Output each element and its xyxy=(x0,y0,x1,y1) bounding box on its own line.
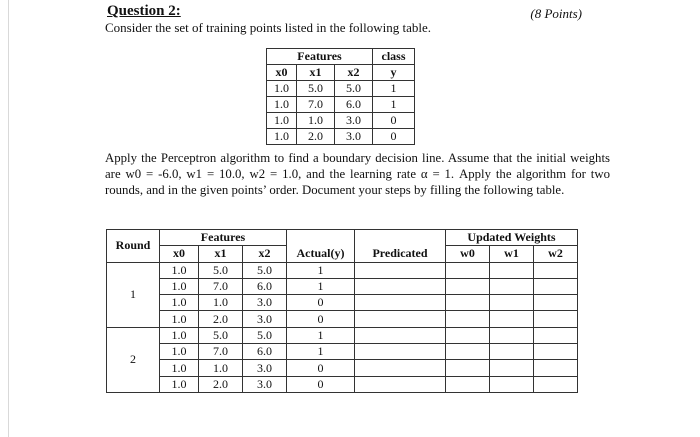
training-table xyxy=(266,48,415,145)
empty-cell[interactable] xyxy=(490,360,534,376)
table-row xyxy=(267,113,415,129)
cell: 7.0 xyxy=(199,344,243,360)
round-header: Round xyxy=(107,230,160,263)
empty-cell[interactable] xyxy=(446,311,490,327)
page-left-border xyxy=(8,0,9,437)
features-group-header: Features xyxy=(267,49,373,65)
empty-cell[interactable] xyxy=(446,295,490,311)
table-row xyxy=(107,311,578,327)
cell: 2.0 xyxy=(297,129,335,145)
empty-cell[interactable] xyxy=(490,278,534,294)
cell: 3.0 xyxy=(243,295,287,311)
cell: 1 xyxy=(373,81,415,97)
cell: 1.0 xyxy=(160,295,199,311)
cell: 5.0 xyxy=(199,327,243,343)
features-header: Features xyxy=(160,230,287,246)
round-cell: 1 xyxy=(107,262,160,327)
cell: 1 xyxy=(287,327,355,343)
question-title: Question 2: xyxy=(107,3,181,19)
header-w1: w1 xyxy=(490,246,534,262)
cell: 1.0 xyxy=(267,97,297,113)
empty-cell[interactable] xyxy=(446,262,490,278)
cell: 1.0 xyxy=(160,278,199,294)
table-row xyxy=(267,129,415,145)
cell: 3.0 xyxy=(335,129,373,145)
table-row xyxy=(267,81,415,97)
empty-cell[interactable] xyxy=(446,344,490,360)
cell: 1.0 xyxy=(160,311,199,327)
cell: 0 xyxy=(287,376,355,392)
empty-cell[interactable] xyxy=(355,262,446,278)
empty-cell[interactable] xyxy=(490,311,534,327)
empty-cell[interactable] xyxy=(534,360,578,376)
empty-cell[interactable] xyxy=(490,262,534,278)
cell: 6.0 xyxy=(243,344,287,360)
instructions-paragraph: Apply the Perceptron algorithm to find a boundary decision line. Assume that the initial weights are w0 = -6.0, w1 = 10.0, w2 = 1.0, and the learning rate α = 1. Apply the algorithm for two rounds, and in the given points’ order. Document your steps by filling the following table. xyxy=(105,151,610,197)
cell: 1.0 xyxy=(297,113,335,129)
empty-cell[interactable] xyxy=(446,376,490,392)
empty-cell[interactable] xyxy=(355,311,446,327)
cell: 3.0 xyxy=(243,311,287,327)
cell: 1.0 xyxy=(267,81,297,97)
empty-cell[interactable] xyxy=(534,376,578,392)
table-row xyxy=(107,344,578,360)
table-row xyxy=(267,97,415,113)
empty-cell[interactable] xyxy=(490,327,534,343)
table-row xyxy=(107,360,578,376)
cell: 1 xyxy=(373,97,415,113)
cell: 3.0 xyxy=(243,376,287,392)
empty-cell[interactable] xyxy=(490,376,534,392)
cell: 6.0 xyxy=(335,97,373,113)
empty-cell[interactable] xyxy=(534,344,578,360)
header-x0: x0 xyxy=(160,246,199,262)
cell: 5.0 xyxy=(199,262,243,278)
empty-cell[interactable] xyxy=(534,295,578,311)
empty-cell[interactable] xyxy=(355,278,446,294)
updated-weights-header: Updated Weights xyxy=(446,230,578,246)
cell: 3.0 xyxy=(243,360,287,376)
table-row xyxy=(107,327,578,343)
empty-cell[interactable] xyxy=(534,327,578,343)
cell: 0 xyxy=(373,129,415,145)
cell: 1.0 xyxy=(160,327,199,343)
cell: 1 xyxy=(287,278,355,294)
empty-cell[interactable] xyxy=(534,262,578,278)
cell: 1.0 xyxy=(267,113,297,129)
steps-table xyxy=(106,229,578,393)
cell: 1.0 xyxy=(160,376,199,392)
header-x0: x0 xyxy=(267,65,297,81)
cell: 1.0 xyxy=(160,262,199,278)
empty-cell[interactable] xyxy=(446,327,490,343)
intro-text: Consider the set of training points listed in the following table. xyxy=(105,20,432,35)
empty-cell[interactable] xyxy=(355,327,446,343)
cell: 5.0 xyxy=(335,81,373,97)
empty-cell[interactable] xyxy=(446,278,490,294)
cell: 0 xyxy=(287,295,355,311)
predicted-header: Predicated xyxy=(355,246,446,262)
empty-cell[interactable] xyxy=(355,360,446,376)
table-row xyxy=(107,262,578,278)
class-group-header: class xyxy=(373,49,415,65)
header-y: y xyxy=(373,65,415,81)
empty-cell[interactable] xyxy=(534,311,578,327)
table-row xyxy=(107,295,578,311)
cell: 1.0 xyxy=(160,360,199,376)
predicted-header-top xyxy=(355,230,446,246)
actual-header-top xyxy=(287,230,355,246)
cell: 1.0 xyxy=(199,360,243,376)
empty-cell[interactable] xyxy=(446,360,490,376)
cell: 6.0 xyxy=(243,278,287,294)
cell: 2.0 xyxy=(199,311,243,327)
header-x1: x1 xyxy=(199,246,243,262)
cell: 5.0 xyxy=(243,262,287,278)
cell: 5.0 xyxy=(297,81,335,97)
actual-header: Actual(y) xyxy=(287,246,355,262)
header-w0: w0 xyxy=(446,246,490,262)
cell: 7.0 xyxy=(199,278,243,294)
table-row xyxy=(107,376,578,392)
cell: 0 xyxy=(373,113,415,129)
cell: 1.0 xyxy=(267,129,297,145)
points-label: (8 Points) xyxy=(530,6,582,21)
empty-cell[interactable] xyxy=(355,295,446,311)
empty-cell[interactable] xyxy=(490,344,534,360)
empty-cell[interactable] xyxy=(355,344,446,360)
header-x1: x1 xyxy=(297,65,335,81)
cell: 1.0 xyxy=(199,295,243,311)
cell: 1 xyxy=(287,262,355,278)
cell: 5.0 xyxy=(243,327,287,343)
cell: 2.0 xyxy=(199,376,243,392)
cell: 7.0 xyxy=(297,97,335,113)
header-x2: x2 xyxy=(243,246,287,262)
cell: 1 xyxy=(287,344,355,360)
empty-cell[interactable] xyxy=(355,376,446,392)
cell: 0 xyxy=(287,311,355,327)
empty-cell[interactable] xyxy=(490,295,534,311)
table-row xyxy=(107,278,578,294)
header-w2: w2 xyxy=(534,246,578,262)
header-x2: x2 xyxy=(335,65,373,81)
cell: 0 xyxy=(287,360,355,376)
cell: 3.0 xyxy=(335,113,373,129)
cell: 1.0 xyxy=(160,344,199,360)
empty-cell[interactable] xyxy=(534,278,578,294)
round-cell: 2 xyxy=(107,327,160,392)
